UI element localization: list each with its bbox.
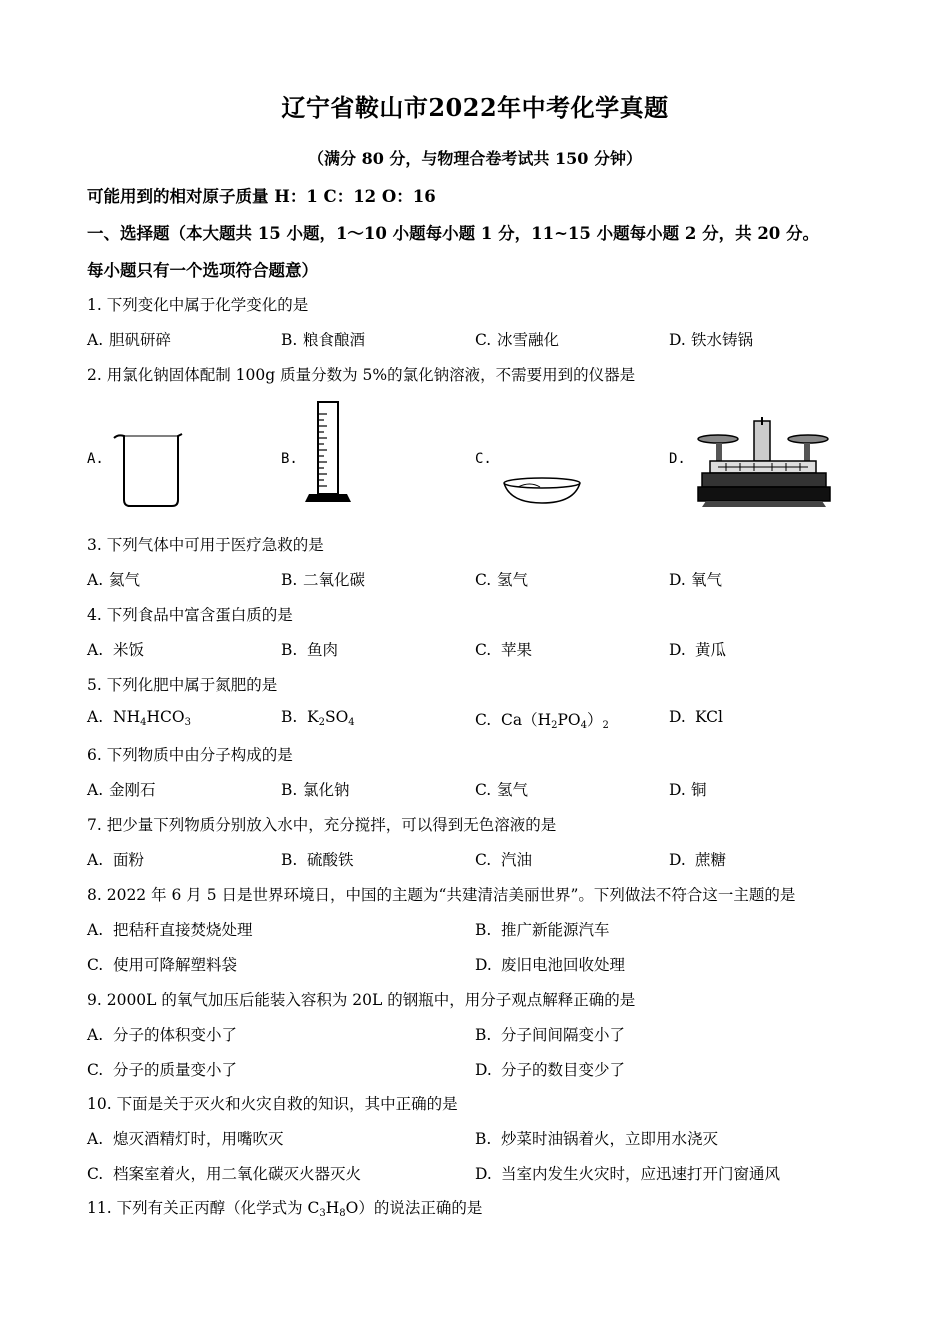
q7-option-b: B. 硫酸铁: [281, 851, 354, 869]
q1-option-c: C. 冰雪融化: [475, 331, 560, 349]
q10-option-c: C. 档案室着火，用二氧化碳灭火器灭火: [87, 1165, 362, 1183]
q3-option-d: D. 氧气: [669, 571, 723, 589]
question-11-stem: 11. 下列有关正丙醇（化学式为 $C_3H_8O$）的说法正确的是: [87, 1199, 483, 1219]
q5-option-b: B. $K_2SO_4$: [281, 708, 355, 728]
q8-option-c: C. 使用可降解塑料袋: [87, 956, 238, 974]
question-2-stem: 2. 用氯化钠固体配制 100g 质量分数为 5%的氯化钠溶液，不需要用到的仪器是: [87, 366, 636, 384]
question-9-stem: 9. 2000L 的氧气加压后能装入容积为 20L 的钢瓶中，用分子观点解释正确的是: [87, 991, 636, 1009]
q2-option-d-label: D.: [669, 451, 686, 467]
q9-option-a: A. 分子的体积变小了: [87, 1026, 238, 1044]
q6-option-a: A. 金刚石: [87, 781, 156, 799]
question-8-stem: 8. 2022 年 6 月 5 日是世界环境日，中国的主题为“共建清洁美丽世界”。下列做法不符合这一主题的是: [87, 886, 796, 904]
question-1-stem: 1. 下列变化中属于化学变化的是: [87, 296, 309, 314]
q4-option-d: D. 黄瓜: [669, 641, 727, 659]
q4-option-a: A. 米饭: [87, 641, 145, 659]
question-7-stem: 7. 把少量下列物质分别放入水中，充分搅拌，可以得到无色溶液的是: [87, 816, 557, 834]
q7-option-a: A. 面粉: [87, 851, 145, 869]
q1-option-a: A. 胆矾研碎: [87, 331, 172, 349]
atomic-mass-line: 可能用到的相对原子质量 H：1 C：12 O：16: [87, 187, 436, 206]
question-6-stem: 6. 下列物质中由分子构成的是: [87, 746, 293, 764]
q3-option-c: C. 氢气: [475, 571, 529, 589]
q3-option-a: A. 氦气: [87, 571, 141, 589]
question-3-stem: 3. 下列气体中可用于医疗急救的是: [87, 536, 324, 554]
q5-option-d: D. KCl: [669, 708, 723, 726]
q8-option-d: D. 废旧电池回收处理: [475, 956, 626, 974]
q2-option-c-label: C.: [475, 451, 492, 467]
q5-option-c: C. $Ca(H_2PO_4)_2$: [475, 711, 609, 731]
q5-option-a: A. $NH_4HCO_3$: [87, 708, 191, 728]
q3-option-b: B. 二氧化碳: [281, 571, 366, 589]
q4-option-c: C. 苹果: [475, 641, 533, 659]
balance-scale-icon: [696, 415, 832, 511]
evaporating-dish-icon: [500, 475, 584, 507]
q4-option-b: B. 鱼肉: [281, 641, 339, 659]
q10-option-a: A. 熄灭酒精灯时，用嘴吹灭: [87, 1130, 284, 1148]
q6-option-b: B. 氯化钠: [281, 781, 350, 799]
q8-option-b: B. 推广新能源汽车: [475, 921, 610, 939]
q6-option-d: D. 铜: [669, 781, 707, 799]
q9-option-b: B. 分子间间隔变小了: [475, 1026, 626, 1044]
question-5-stem: 5. 下列化肥中属于氮肥的是: [87, 676, 278, 694]
question-10-stem: 10. 下面是关于灭火和火灾自救的知识，其中正确的是: [87, 1095, 458, 1113]
section-heading-line1: 一、选择题（本大题共 15 小题，1～10 小题每小题 1 分，11~15 小题每小题 2 分，共 20 分。: [87, 224, 820, 243]
beaker-icon: [110, 430, 190, 512]
q7-option-c: C. 汽油: [475, 851, 533, 869]
q10-option-d: D. 当室内发生火灾时，应迅速打开门窗通风: [475, 1165, 781, 1183]
q1-option-d: D. 铁水铸锅: [669, 331, 754, 349]
q2-option-a-label: A.: [87, 451, 104, 467]
q9-option-c: C. 分子的质量变小了: [87, 1061, 238, 1079]
graduated-cylinder-icon: [305, 400, 355, 506]
exam-subtitle: （满分 80 分，与物理合卷考试共 150 分钟）: [308, 149, 642, 168]
q7-option-d: D. 蔗糖: [669, 851, 727, 869]
q2-option-b-label: B.: [281, 451, 298, 467]
q9-option-d: D. 分子的数目变少了: [475, 1061, 626, 1079]
q8-option-a: A. 把秸秆直接焚烧处理: [87, 921, 253, 939]
page-title: 辽宁省鞍山市2022年中考化学真题: [281, 93, 669, 122]
q10-option-b: B. 炒菜时油锅着火，立即用水浇灭: [475, 1130, 719, 1148]
section-heading-line2: 每小题只有一个选项符合题意）: [87, 261, 318, 280]
q1-option-b: B. 粮食酿酒: [281, 331, 366, 349]
question-4-stem: 4. 下列食品中富含蛋白质的是: [87, 606, 293, 624]
q6-option-c: C. 氢气: [475, 781, 529, 799]
